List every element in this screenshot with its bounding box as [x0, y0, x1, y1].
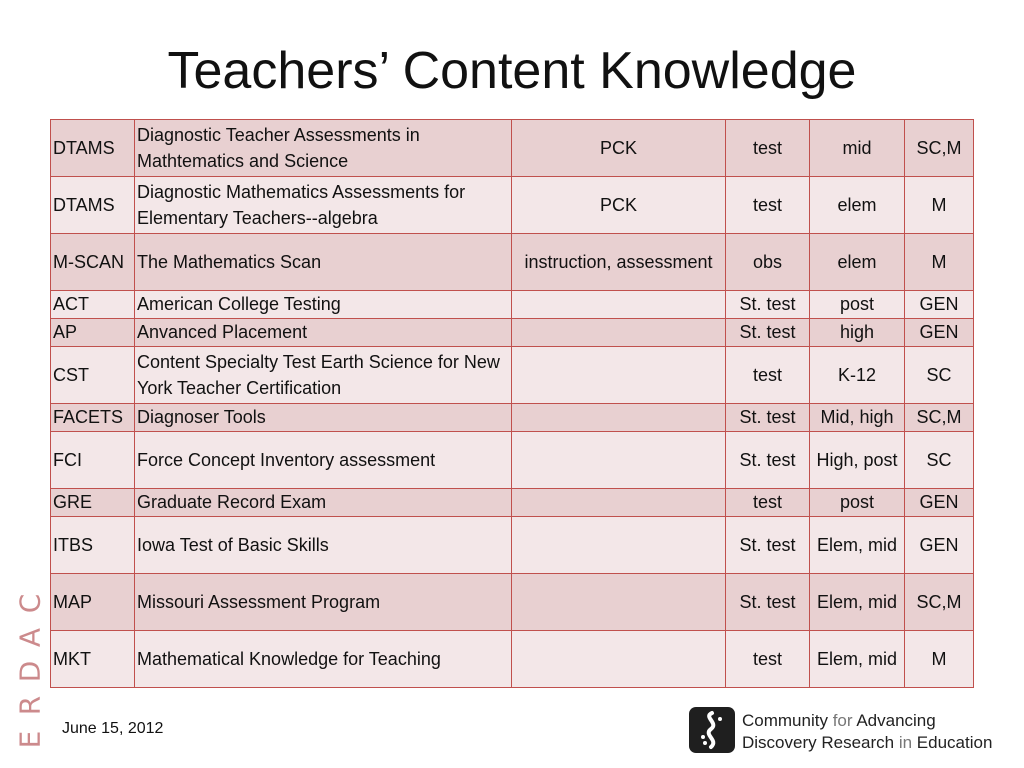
cell-focus — [512, 432, 726, 489]
side-letter: E — [13, 730, 47, 749]
table-row — [51, 347, 974, 404]
cell-acronym: MKT — [51, 631, 135, 688]
cell-name: The Mathematics Scan — [135, 234, 512, 291]
cell-type: test — [726, 631, 810, 688]
cell-subject: M — [905, 631, 974, 688]
cell-acronym: MAP — [51, 574, 135, 631]
cell-level: Elem, mid — [810, 517, 905, 574]
side-letter: A — [13, 627, 47, 648]
cell-type: St. test — [726, 517, 810, 574]
cell-name: Force Concept Inventory assessment — [135, 432, 512, 489]
cell-type: St. test — [726, 291, 810, 319]
cell-subject: SC — [905, 432, 974, 489]
cell-name: Diagnoser Tools — [135, 404, 512, 432]
table-row — [51, 631, 974, 688]
cell-focus — [512, 319, 726, 347]
cell-level: post — [810, 291, 905, 319]
cell-subject: M — [905, 234, 974, 291]
cell-focus: PCK — [512, 177, 726, 234]
cell-focus: PCK — [512, 120, 726, 177]
cell-subject: GEN — [905, 489, 974, 517]
cell-subject: SC,M — [905, 574, 974, 631]
cell-name: Missouri Assessment Program — [135, 574, 512, 631]
cell-subject: SC — [905, 347, 974, 404]
slide-date: June 15, 2012 — [62, 720, 164, 737]
cell-level: High, post — [810, 432, 905, 489]
cell-acronym: DTAMS — [51, 120, 135, 177]
table-row — [51, 489, 974, 517]
cell-type: test — [726, 177, 810, 234]
cell-type: St. test — [726, 432, 810, 489]
cell-focus: instruction, assessment — [512, 234, 726, 291]
cell-subject: SC,M — [905, 120, 974, 177]
table-row — [51, 234, 974, 291]
cell-type: test — [726, 489, 810, 517]
cell-acronym: DTAMS — [51, 177, 135, 234]
slide-title: Teachers’ Content Knowledge — [167, 42, 857, 100]
cell-acronym: AP — [51, 319, 135, 347]
cell-acronym: M-SCAN — [51, 234, 135, 291]
cell-focus — [512, 631, 726, 688]
cell-type: St. test — [726, 319, 810, 347]
logo-line-2: Discovery Research in Education — [742, 733, 993, 752]
cell-acronym: FCI — [51, 432, 135, 489]
cadre-logo-text — [742, 710, 992, 754]
cell-focus — [512, 517, 726, 574]
table-row — [51, 291, 974, 319]
cell-acronym: ITBS — [51, 517, 135, 574]
table-row — [51, 432, 974, 489]
cell-subject: SC,M — [905, 404, 974, 432]
cell-level: K-12 — [810, 347, 905, 404]
cell-level: high — [810, 319, 905, 347]
cell-type: test — [726, 347, 810, 404]
logo-line-1: Community for Advancing — [742, 711, 936, 730]
cell-type: St. test — [726, 574, 810, 631]
cell-name: Anvanced Placement — [135, 319, 512, 347]
cadre-side-label — [12, 587, 48, 757]
cell-level: Elem, mid — [810, 631, 905, 688]
cell-name: Diagnostic Mathematics Assessments for Elementary Teachers--algebra — [135, 177, 512, 234]
cell-type: test — [726, 120, 810, 177]
cell-focus — [512, 291, 726, 319]
cell-focus — [512, 347, 726, 404]
cell-level: post — [810, 489, 905, 517]
cell-acronym: ACT — [51, 291, 135, 319]
table-row — [51, 120, 974, 177]
cell-name: American College Testing — [135, 291, 512, 319]
cell-level: elem — [810, 177, 905, 234]
cadre-logo-icon — [689, 707, 735, 753]
cell-level: elem — [810, 234, 905, 291]
cell-level: Elem, mid — [810, 574, 905, 631]
cell-subject: GEN — [905, 291, 974, 319]
cell-name: Mathematical Knowledge for Teaching — [135, 631, 512, 688]
cell-acronym: CST — [51, 347, 135, 404]
table-row — [51, 574, 974, 631]
cell-name: Graduate Record Exam — [135, 489, 512, 517]
side-letter: D — [13, 660, 47, 683]
table-row — [51, 517, 974, 574]
assessment-table-container — [50, 119, 973, 688]
table-row — [51, 177, 974, 234]
cell-subject: GEN — [905, 319, 974, 347]
side-letter: R — [13, 695, 47, 716]
cell-focus — [512, 404, 726, 432]
cell-acronym: FACETS — [51, 404, 135, 432]
cell-name: Content Specialty Test Earth Science for New York Teacher Certification — [135, 347, 512, 404]
cell-name: Iowa Test of Basic Skills — [135, 517, 512, 574]
cell-acronym: GRE — [51, 489, 135, 517]
cell-focus — [512, 489, 726, 517]
assessment-table — [50, 119, 974, 688]
table-row — [51, 404, 974, 432]
cell-level: Mid, high — [810, 404, 905, 432]
cell-subject: M — [905, 177, 974, 234]
cell-level: mid — [810, 120, 905, 177]
table-row — [51, 319, 974, 347]
cell-type: St. test — [726, 404, 810, 432]
cell-name: Diagnostic Teacher Assessments in Mathtematics and Science — [135, 120, 512, 177]
cell-focus — [512, 574, 726, 631]
side-letter: C — [13, 593, 47, 614]
cell-subject: GEN — [905, 517, 974, 574]
cell-type: obs — [726, 234, 810, 291]
